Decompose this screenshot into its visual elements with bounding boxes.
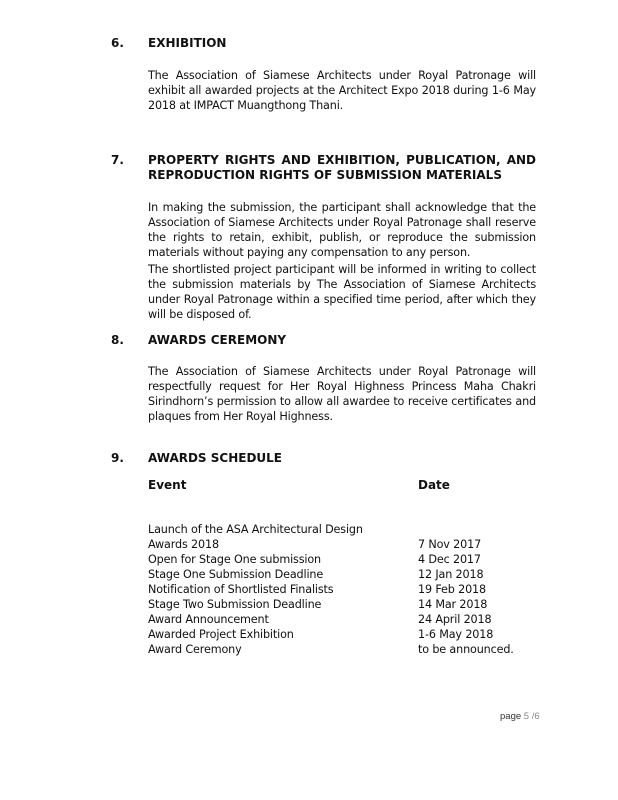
schedule-event: Stage One Submission Deadline	[148, 568, 324, 581]
schedule-event: Stage Two Submission Deadline	[148, 598, 322, 611]
schedule-date-header: Date	[418, 478, 450, 492]
schedule-event: Notification of Shortlisted Finalists	[148, 583, 334, 596]
schedule-event: Launch of the ASA Architectural Design	[148, 523, 363, 536]
schedule-row	[148, 537, 528, 552]
footer-page-number: 5 /6	[523, 711, 540, 722]
section-7-number: 7.	[111, 153, 124, 167]
section-6-paragraph-1: The Association of Siamese Architects under Royal Patronage will exhibit all awarded projects at the Architect Expo 2018 during 1-6 May 2018 at IMPACT Muangthong Thani.	[148, 69, 536, 112]
schedule-event-header: Event	[148, 478, 187, 492]
schedule-row	[148, 627, 528, 642]
schedule-row	[148, 597, 528, 612]
section-8-paragraph-1: The Association of Siamese Architects under Royal Patronage will respectfully request for Her Royal Highness Princess Maha Chakri Sirindhorn’s permission to allow all awardee to receive certificates and plaques from Her Royal Highness.	[148, 365, 536, 423]
schedule-row	[148, 612, 528, 627]
schedule-date: 4 Dec 2017	[418, 553, 481, 566]
section-7-title-line-2: REPRODUCTION RIGHTS OF SUBMISSION MATERIALS	[148, 168, 502, 182]
section-9-number: 9.	[111, 451, 124, 465]
schedule-row	[148, 552, 528, 567]
schedule-date: to be announced.	[418, 643, 514, 656]
section-8-number: 8.	[111, 333, 124, 347]
schedule-date: 12 Jan 2018	[418, 568, 484, 581]
schedule-event: Awarded Project Exhibition	[148, 628, 294, 641]
schedule-date: 7 Nov 2017	[418, 538, 482, 551]
schedule-date: 14 Mar 2018	[418, 598, 488, 611]
section-6-number: 6.	[111, 36, 124, 50]
footer-page-label: page	[500, 711, 522, 722]
schedule-row	[148, 642, 528, 657]
schedule-event: Award Announcement	[148, 613, 269, 626]
schedule-row	[148, 567, 528, 582]
schedule-date: 1-6 May 2018	[418, 628, 494, 641]
section-7-paragraph-1: In making the submission, the participant shall acknowledge that the Association of Siamese Architects under Royal Patronage shall reserve the rights to retain, exhibit, publish, or reproduce the submission materials without paying any compensation to any person.	[148, 201, 536, 259]
schedule-row	[148, 582, 528, 597]
section-9-title: AWARDS SCHEDULE	[148, 451, 282, 465]
page-footer	[500, 711, 540, 722]
schedule-date	[418, 522, 528, 537]
section-8-title: AWARDS CEREMONY	[148, 333, 287, 347]
section-7-title-line-1: PROPERTY RIGHTS AND EXHIBITION, PUBLICATION, AND	[148, 153, 536, 167]
schedule-row	[148, 522, 528, 537]
schedule-event: Award Ceremony	[148, 643, 242, 656]
schedule-table	[148, 522, 528, 657]
section-6-title: EXHIBITION	[148, 36, 227, 50]
schedule-event: Open for Stage One submission	[148, 553, 321, 566]
schedule-date: 24 April 2018	[418, 613, 492, 626]
schedule-event: Awards 2018	[148, 538, 219, 551]
section-7-paragraph-2: The shortlisted project participant will be informed in writing to collect the submission materials by The Association of Siamese Architects under Royal Patronage within a specified time period, after which they will be disposed of.	[148, 263, 536, 321]
schedule-date: 19 Feb 2018	[418, 583, 486, 596]
